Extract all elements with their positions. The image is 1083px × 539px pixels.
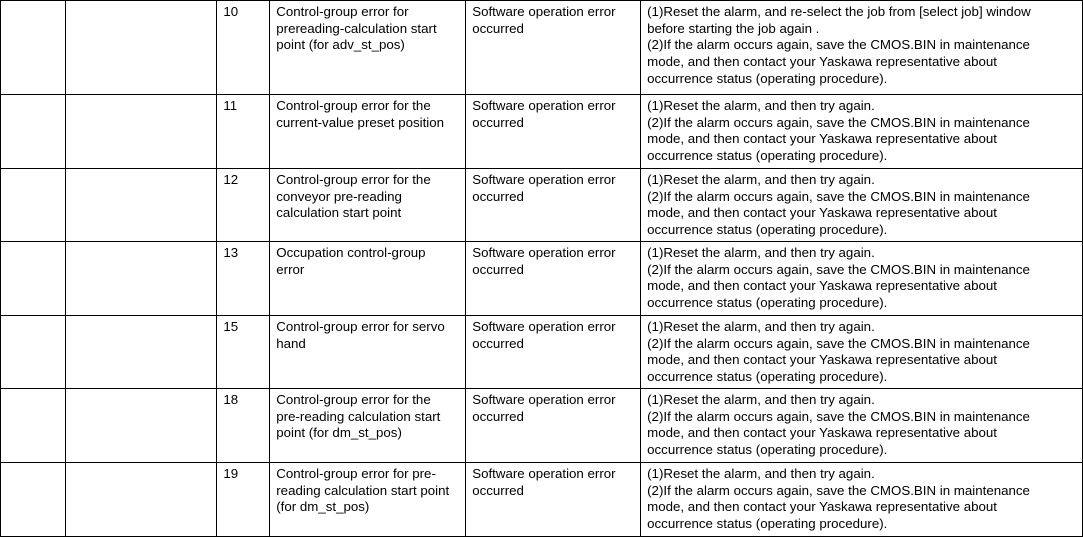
alarm-name-cell-line: point (for dm_st_pos) (276, 425, 402, 441)
alarm-name-cell-line: calculation start point (276, 205, 402, 221)
remedy-cell (641, 463, 1083, 537)
cause-cell-line: Software operation error (472, 319, 616, 334)
alarm-name-cell (270, 389, 466, 463)
remedy-cell-line: (2)If the alarm occurs again, save the CMOS.BIN in maintenance (647, 37, 1030, 53)
remedy-cell-line: occurrence status (operating procedure). (647, 148, 888, 164)
alarm-table-body (1, 1, 1083, 537)
empty-cell (1, 1, 66, 95)
remedy-cell (641, 95, 1083, 169)
cause-cell-line: occurred (472, 114, 524, 130)
alarm-name-cell-line: current-value preset position (276, 114, 445, 130)
remedy-cell-line: (2)If the alarm occurs again, save the CMOS.BIN in maintenance (647, 188, 1030, 204)
cause-cell-line: Software operation error (472, 172, 616, 187)
remedy-cell-line: mode, and then contact your Yaskawa representative about (647, 131, 998, 147)
table-row (1, 316, 1083, 389)
empty-cell (65, 95, 217, 169)
sub-code-cell: 15 (217, 316, 270, 389)
remedy-cell (641, 316, 1083, 389)
cause-cell-line: occurred (472, 335, 524, 351)
alarm-name-cell-line: Control-group error for the (276, 98, 431, 113)
remedy-cell-line: mode, and then contact your Yaskawa representative about (647, 205, 998, 221)
sub-code-cell: 12 (217, 169, 270, 242)
table-row (1, 242, 1083, 316)
remedy-cell-line: (1)Reset the alarm, and then try again. (647, 466, 875, 481)
remedy-cell-line: mode, and then contact your Yaskawa representative about (647, 278, 998, 294)
alarm-name-cell (270, 463, 466, 537)
alarm-name-cell-line: Occupation control-group (276, 245, 426, 260)
remedy-cell-line: (2)If the alarm occurs again, save the CMOS.BIN in maintenance (647, 261, 1030, 277)
remedy-cell-line: (2)If the alarm occurs again, save the CMOS.BIN in maintenance (647, 114, 1030, 130)
cause-cell-line: occurred (472, 188, 524, 204)
alarm-name-cell (270, 95, 466, 169)
cause-cell (466, 169, 641, 242)
remedy-cell-line: occurrence status (operating procedure). (647, 516, 888, 532)
remedy-cell-line: occurrence status (operating procedure). (647, 222, 888, 238)
sub-code-cell: 13 (217, 242, 270, 316)
cause-cell-line: Software operation error (472, 245, 616, 260)
empty-cell (65, 316, 217, 389)
empty-cell (65, 1, 217, 95)
remedy-cell-line: occurrence status (operating procedure). (647, 369, 888, 385)
remedy-cell-line: mode, and then contact your Yaskawa representative about (647, 499, 998, 515)
alarm-name-cell-line: prereading-calculation start (276, 20, 437, 36)
cause-cell-line: Software operation error (472, 4, 616, 19)
alarm-name-cell-line: Control-group error for servo (276, 319, 445, 334)
table-row (1, 169, 1083, 242)
remedy-cell-line: mode, and then contact your Yaskawa representative about (647, 352, 998, 368)
empty-cell (65, 389, 217, 463)
empty-cell (65, 169, 217, 242)
alarm-name-cell (270, 316, 466, 389)
sub-code-cell: 10 (217, 1, 270, 95)
table-row (1, 389, 1083, 463)
alarm-name-cell-line: Control-group error for (276, 4, 409, 19)
empty-cell (65, 242, 217, 316)
remedy-cell-line: occurrence status (operating procedure). (647, 295, 888, 311)
empty-cell (1, 463, 66, 537)
cause-cell (466, 316, 641, 389)
alarm-name-cell-line: Control-group error for the (276, 392, 431, 407)
empty-cell (65, 463, 217, 537)
cause-cell (466, 1, 641, 95)
alarm-name-cell-line: point (for adv_st_pos) (276, 37, 405, 53)
remedy-cell-line: (1)Reset the alarm, and re-select the job from [select job] window (647, 4, 1031, 19)
empty-cell (1, 169, 66, 242)
alarm-name-cell-line: pre-reading calculation start (276, 408, 441, 424)
remedy-cell-line: (1)Reset the alarm, and then try again. (647, 245, 875, 260)
alarm-name-cell (270, 169, 466, 242)
cause-cell-line: occurred (472, 482, 524, 498)
table-row (1, 1, 1083, 95)
cause-cell (466, 242, 641, 316)
cause-cell-line: occurred (472, 408, 524, 424)
sub-code-cell: 11 (217, 95, 270, 169)
cause-cell (466, 463, 641, 537)
remedy-cell-line: occurrence status (operating procedure). (647, 70, 888, 86)
alarm-name-cell-line: Control-group error for the (276, 172, 431, 187)
table-row (1, 95, 1083, 169)
alarm-name-cell-line: Control-group error for pre- (276, 466, 436, 481)
sub-code-cell: 19 (217, 463, 270, 537)
remedy-cell-line: before starting the job again . (647, 20, 820, 36)
remedy-cell-line: (1)Reset the alarm, and then try again. (647, 392, 875, 407)
cause-cell-line: occurred (472, 261, 524, 277)
remedy-cell (641, 1, 1083, 95)
remedy-cell (641, 389, 1083, 463)
remedy-cell (641, 169, 1083, 242)
table-row (1, 463, 1083, 537)
alarm-name-cell-line: error (276, 261, 305, 277)
alarm-name-cell-line: (for dm_st_pos) (276, 499, 370, 515)
remedy-cell-line: mode, and then contact your Yaskawa representative about (647, 54, 998, 70)
alarm-name-cell (270, 242, 466, 316)
remedy-cell-line: (2)If the alarm occurs again, save the CMOS.BIN in maintenance (647, 335, 1030, 351)
empty-cell (1, 389, 66, 463)
remedy-cell (641, 242, 1083, 316)
cause-cell-line: Software operation error (472, 466, 616, 481)
remedy-cell-line: (1)Reset the alarm, and then try again. (647, 172, 875, 187)
remedy-cell-line: (1)Reset the alarm, and then try again. (647, 98, 875, 113)
cause-cell-line: Software operation error (472, 98, 616, 113)
alarm-name-cell-line: hand (276, 335, 306, 351)
remedy-cell-line: (2)If the alarm occurs again, save the CMOS.BIN in maintenance (647, 482, 1030, 498)
empty-cell (1, 242, 66, 316)
remedy-cell-line: occurrence status (operating procedure). (647, 442, 888, 458)
sub-code-cell: 18 (217, 389, 270, 463)
cause-cell (466, 389, 641, 463)
alarm-name-cell-line: conveyor pre-reading (276, 188, 402, 204)
empty-cell (1, 316, 66, 389)
cause-cell (466, 95, 641, 169)
alarm-name-cell-line: reading calculation start point (276, 482, 450, 498)
cause-cell-line: occurred (472, 20, 524, 36)
empty-cell (1, 95, 66, 169)
cause-cell-line: Software operation error (472, 392, 616, 407)
remedy-cell-line: (1)Reset the alarm, and then try again. (647, 319, 875, 334)
remedy-cell-line: (2)If the alarm occurs again, save the CMOS.BIN in maintenance (647, 408, 1030, 424)
remedy-cell-line: mode, and then contact your Yaskawa representative about (647, 425, 998, 441)
alarm-name-cell (270, 1, 466, 95)
